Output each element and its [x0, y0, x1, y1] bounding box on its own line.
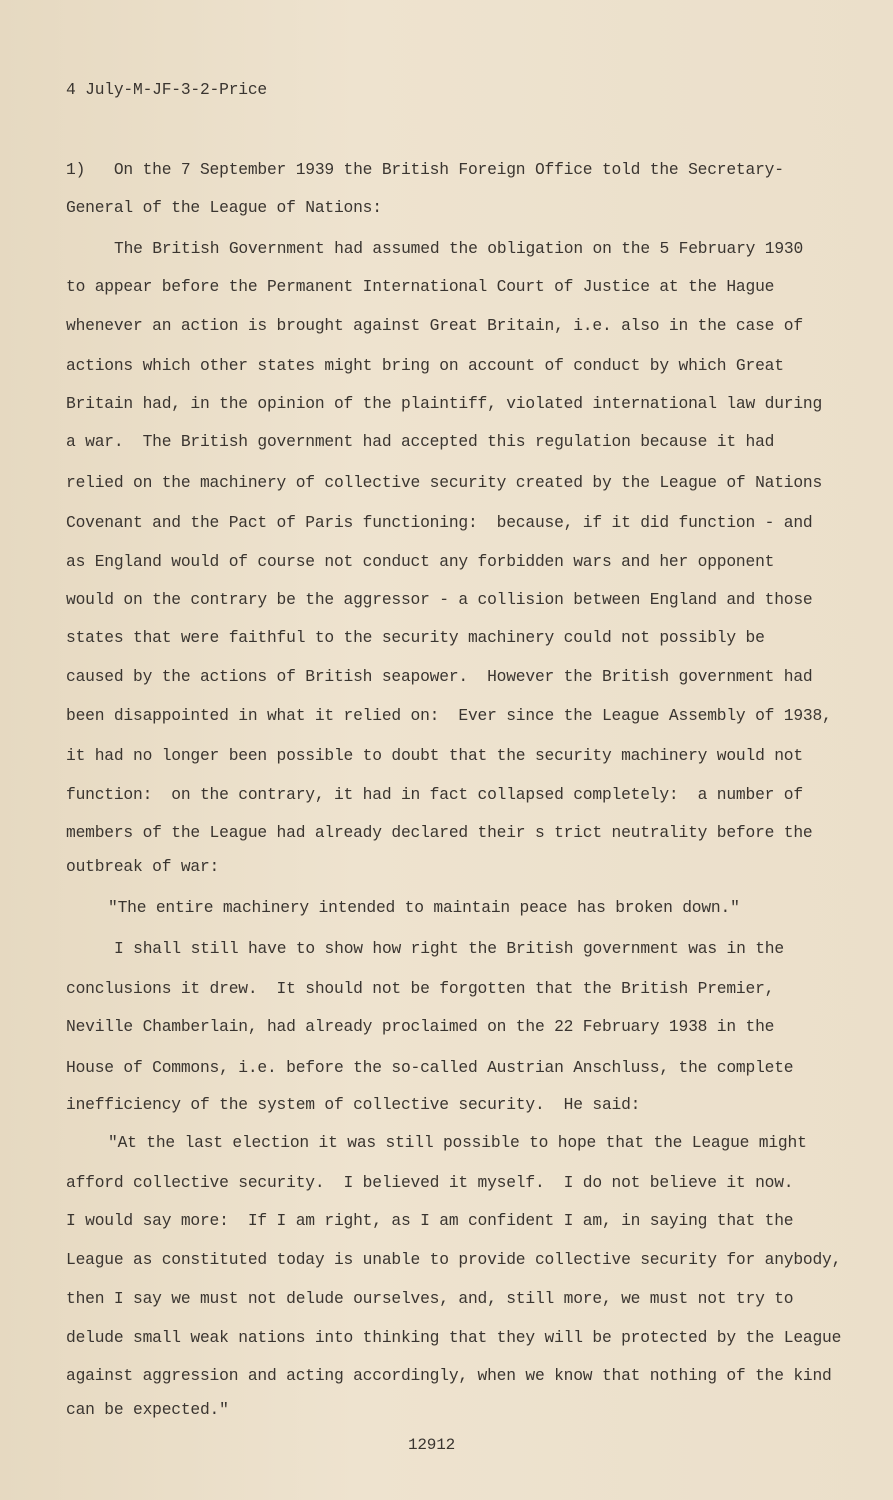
quote-line: can be expected." — [66, 1400, 229, 1419]
text-line: relied on the machinery of collective security created by the League of Nations — [66, 473, 823, 492]
quote-line: "At the last election it was still possible to hope that the League might — [108, 1133, 807, 1152]
text-line: inefficiency of the system of collective security. He said: — [66, 1095, 641, 1114]
text-line: would on the contrary be the aggressor - a collision between England and those — [66, 590, 813, 609]
text-line: Neville Chamberlain, had already proclaimed on the 22 February 1938 in the — [66, 1017, 775, 1036]
text-line: to appear before the Permanent International Court of Justice at the Hague — [66, 277, 775, 296]
quote-line: League as constituted today is unable to provide collective security for anybody, — [66, 1250, 842, 1269]
quote-line: then I say we must not delude ourselves, and, still more, we must not try to — [66, 1289, 794, 1308]
text-line: function: on the contrary, it had in fact collapsed completely: a number of — [66, 785, 803, 804]
quote-line: delude small weak nations into thinking that they will be protected by the League — [66, 1328, 842, 1347]
text-line: whenever an action is brought against Great Britain, i.e. also in the case of — [66, 316, 803, 335]
text-line: 1) On the 7 September 1939 the British Foreign Office told the Secretary- — [66, 160, 784, 179]
text-line: members of the League had already declared their s trict neutrality before the — [66, 823, 813, 842]
text-line: Britain had, in the opinion of the plaintiff, violated international law during — [66, 394, 823, 413]
text-line: actions which other states might bring on account of conduct by which Great — [66, 356, 784, 375]
text-line: it had no longer been possible to doubt that the security machinery would not — [66, 746, 803, 765]
text-line: a war. The British government had accepted this regulation because it had — [66, 432, 775, 451]
text-line: The British Government had assumed the obligation on the 5 February 1930 — [114, 239, 804, 258]
text-line: states that were faithful to the security machinery could not possibly be — [66, 628, 765, 647]
quote-line: against aggression and acting accordingly, when we know that nothing of the kind — [66, 1366, 832, 1385]
text-line: been disappointed in what it relied on: Ever since the League Assembly of 1938, — [66, 706, 832, 725]
text-line: General of the League of Nations: — [66, 198, 382, 217]
text-line: outbreak of war: — [66, 857, 220, 876]
page-number: 12912 — [408, 1436, 456, 1454]
text-line: conclusions it drew. It should not be forgotten that the British Premier, — [66, 979, 775, 998]
quote-line: afford collective security. I believed it myself. I do not believe it now. — [66, 1173, 794, 1192]
text-line: I shall still have to show how right the British government was in the — [114, 939, 784, 958]
document-header: 4 July-M-JF-3-2-Price — [66, 80, 267, 99]
text-line: caused by the actions of British seapower. However the British government had — [66, 667, 813, 686]
text-line: House of Commons, i.e. before the so-called Austrian Anschluss, the complete — [66, 1058, 794, 1077]
quote-line: I would say more: If I am right, as I am confident I am, in saying that the — [66, 1211, 794, 1230]
quote-line: "The entire machinery intended to maintain peace has broken down." — [108, 898, 740, 917]
text-line: as England would of course not conduct any forbidden wars and her opponent — [66, 552, 775, 571]
text-line: Covenant and the Pact of Paris functioning: because, if it did function - and — [66, 513, 813, 532]
